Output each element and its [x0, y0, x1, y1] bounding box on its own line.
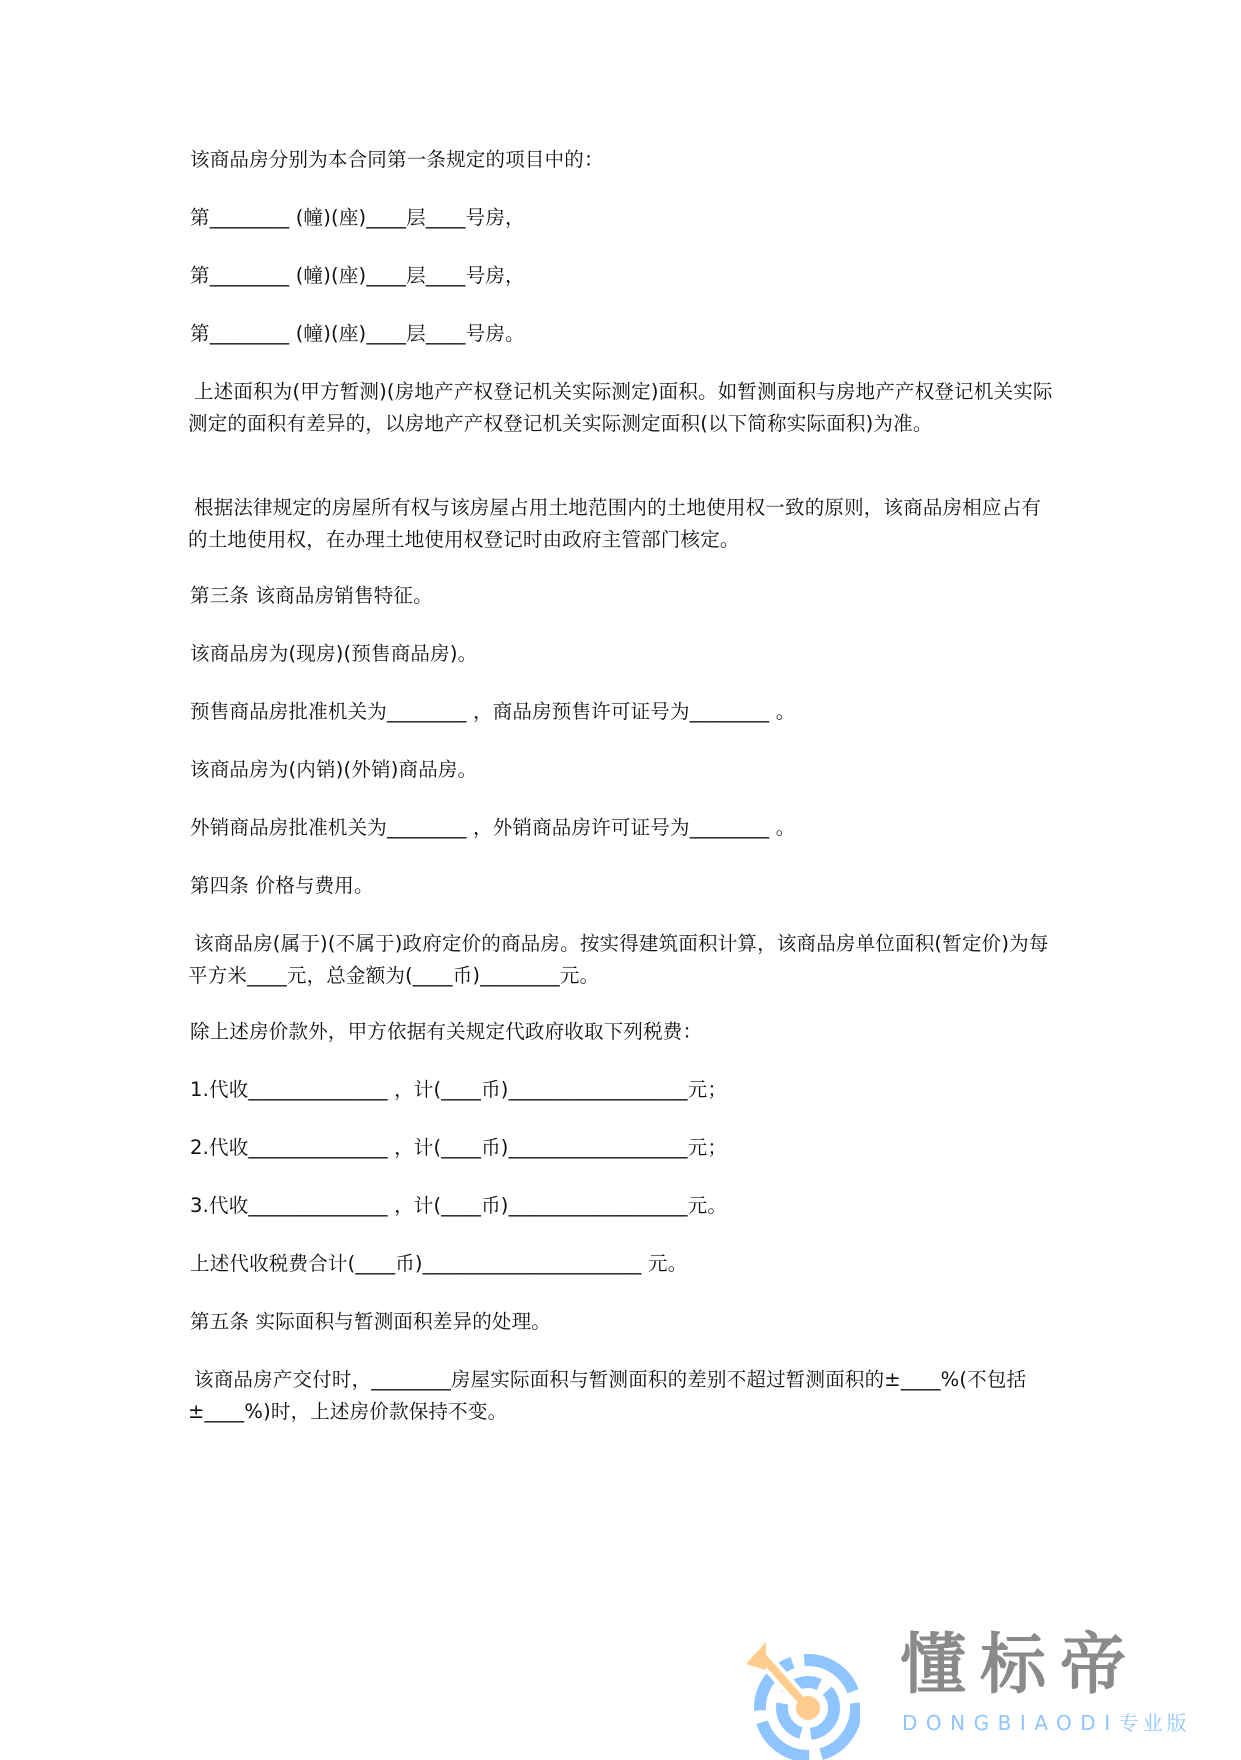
- paragraph-room-1: 第________ (幢)(座)____层____号房，: [190, 206, 525, 229]
- article-4-heading: 第四条 价格与费用。: [190, 874, 374, 897]
- paragraph-tax-total: 上述代收税费合计(____币)______________________ 元。: [190, 1252, 688, 1275]
- paragraph-land-use: 根据法律规定的房屋所有权与该房屋占用土地范围内的土地使用权一致的原则，该商品房相应占有的土地使用权，在办理土地使用权登记时由政府主管部门核定。: [188, 496, 1042, 551]
- paragraph-foreign-permit: 外销商品房批准机关为________ ，外销商品房许可证号为________ 。: [190, 816, 796, 839]
- watermark-title: 懂标帝: [900, 1626, 1140, 1703]
- paragraph-pricing: 该商品房(属于)(不属于)政府定价的商品房。按实得建筑面积计算，该商品房单位面积(暂定价)为每平方米____元，总金额为(____币)________元。: [188, 932, 1049, 987]
- watermark-edition: 专业版: [1118, 1711, 1191, 1735]
- paragraph-room-3: 第________ (幢)(座)____层____号房。: [190, 322, 525, 345]
- watermark-brand-latin: DONGBIAODI: [902, 1711, 1119, 1735]
- tax-item-3: 3.代收______________ ，计(____币)__________________元。: [190, 1194, 728, 1217]
- paragraph-room-2: 第________ (幢)(座)____层____号房，: [190, 264, 525, 287]
- tax-item-1: 1.代收______________ ，计(____币)__________________元；: [190, 1078, 728, 1101]
- paragraph-presale-permit: 预售商品房批准机关为________ ，商品房预售许可证号为________ 。: [190, 700, 796, 723]
- paragraph-taxes-intro: 除上述房价款外，甲方依据有关规定代政府收取下列税费：: [190, 1020, 703, 1043]
- paragraph-area-definition: 上述面积为(甲方暂测)(房地产产权登记机关实际测定)面积。如暂测面积与房地产产权登记机关实际测定的面积有差异的，以房地产产权登记机关实际测定面积(以下简称实际面积)为准。: [188, 380, 1053, 435]
- paragraph-intro: 该商品房分别为本合同第一条规定的项目中的：: [190, 148, 604, 171]
- target-arrow-icon: [740, 1640, 860, 1760]
- paragraph-house-type: 该商品房为(现房)(预售商品房)。: [190, 642, 478, 665]
- tax-item-2: 2.代收______________ ，计(____币)__________________元；: [190, 1136, 728, 1159]
- watermark-logo: [740, 1600, 1241, 1754]
- paragraph-domestic-foreign: 该商品房为(内销)(外销)商品房。: [190, 758, 478, 781]
- watermark-subtitle: [902, 1712, 1191, 1734]
- paragraph-area-difference: 该商品房产交付时，________房屋实际面积与暂测面积的差别不超过暂测面积的±____%(不包括±____%)时，上述房价款保持不变。: [188, 1368, 1027, 1423]
- article-3-heading: 第三条 该商品房销售特征。: [190, 584, 433, 607]
- article-5-heading: 第五条 实际面积与暂测面积差异的处理。: [190, 1310, 551, 1333]
